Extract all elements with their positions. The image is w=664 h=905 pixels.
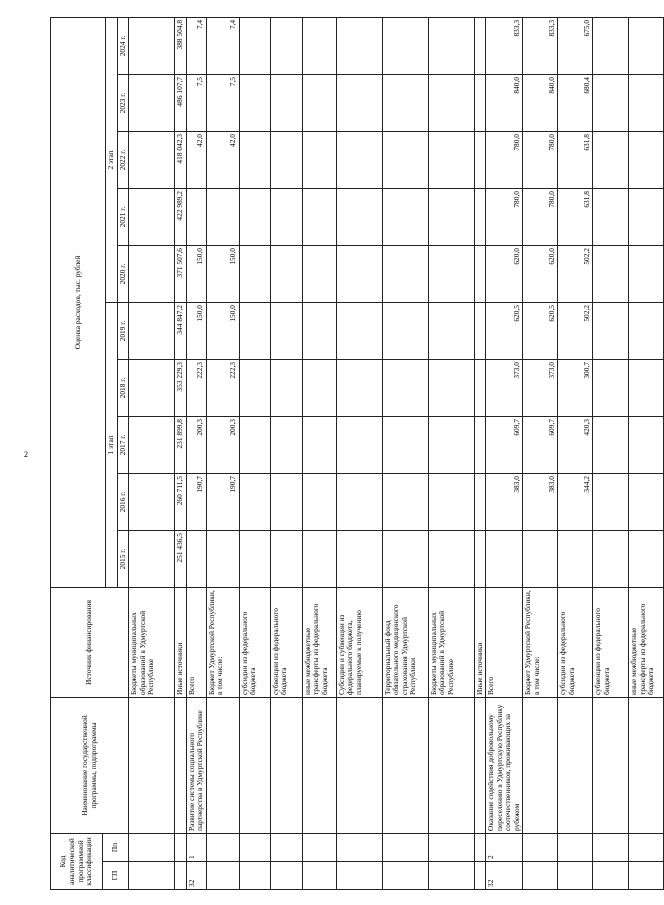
- gp-cell: 32: [486, 862, 523, 890]
- table-row: [206, 17, 239, 889]
- value-cell: [382, 474, 428, 531]
- value-cell: [239, 17, 270, 74]
- value-cell: [239, 531, 270, 588]
- year-header: 2022 г.: [117, 132, 129, 189]
- value-cell: [129, 474, 175, 531]
- page-number: 2: [24, 450, 28, 459]
- value-cell: [206, 531, 239, 588]
- value-cell: [486, 531, 523, 588]
- value-cell: 609,7: [523, 417, 558, 474]
- value-cell: [428, 474, 474, 531]
- value-cell: [428, 360, 474, 417]
- gp-cell: [474, 862, 486, 890]
- value-cell: [270, 189, 302, 246]
- value-cell: [239, 246, 270, 303]
- value-cell: [474, 75, 486, 132]
- value-cell: [270, 246, 302, 303]
- value-cell: [336, 531, 382, 588]
- program-name-cell: [336, 698, 382, 834]
- value-cell: [474, 189, 486, 246]
- value-cell: [270, 303, 302, 360]
- value-cell: [593, 474, 629, 531]
- year-header: 2017 г.: [117, 417, 129, 474]
- program-name-cell: [474, 698, 486, 834]
- funding-source-cell: Бюджет Удмуртской Республики, в том числе:: [523, 588, 558, 698]
- value-cell: 231 899,8: [175, 417, 187, 474]
- value-cell: [474, 474, 486, 531]
- table-rotator: [50, 18, 656, 890]
- funding-source-cell: иные межбюджетные трансферты из федерального бюджета: [302, 588, 336, 698]
- value-cell: 371 507,6: [175, 246, 187, 303]
- value-cell: [593, 132, 629, 189]
- program-name-cell: [175, 698, 187, 834]
- value-cell: 680,4: [558, 75, 593, 132]
- value-cell: [474, 417, 486, 474]
- program-name-cell: Развитие системы социального партнерства в Удмуртской Республике: [186, 698, 206, 834]
- value-cell: [629, 474, 664, 531]
- funding-source-cell: Бюджеты муниципальных образований в Удмуртской Республике: [129, 588, 175, 698]
- funding-source-cell: Субсидии и субвенции из федерального бюджета, планируемые к получению: [336, 588, 382, 698]
- value-cell: [129, 246, 175, 303]
- value-cell: [593, 360, 629, 417]
- value-cell: [382, 246, 428, 303]
- value-cell: [382, 132, 428, 189]
- value-cell: [336, 75, 382, 132]
- value-cell: 260 711,5: [175, 474, 187, 531]
- value-cell: 833,3: [523, 17, 558, 74]
- table-row: [175, 17, 187, 889]
- value-cell: [302, 531, 336, 588]
- value-cell: [629, 132, 664, 189]
- value-cell: [239, 189, 270, 246]
- program-name-cell: [558, 698, 593, 834]
- program-name-cell: [382, 698, 428, 834]
- value-cell: [239, 75, 270, 132]
- table-row: [593, 17, 629, 889]
- value-cell: [239, 417, 270, 474]
- value-cell: 840,0: [523, 75, 558, 132]
- value-cell: [336, 303, 382, 360]
- gp-cell: 32: [186, 862, 206, 890]
- gp-cell: [239, 862, 270, 890]
- value-cell: [239, 360, 270, 417]
- program-name-cell: [629, 698, 664, 834]
- value-cell: 222,3: [186, 360, 206, 417]
- funding-source-cell: Территориальный фонд обязательного медицинского страхования Удмуртской Республики: [382, 588, 428, 698]
- gp-cell: [428, 862, 474, 890]
- year-header: 2016 г.: [117, 474, 129, 531]
- table-row: [523, 17, 558, 889]
- pp-cell: [629, 834, 664, 862]
- table-row: [239, 17, 270, 889]
- value-cell: [270, 132, 302, 189]
- value-cell: 190,7: [206, 474, 239, 531]
- gp-cell: [175, 862, 187, 890]
- pp-cell: [428, 834, 474, 862]
- value-cell: [629, 303, 664, 360]
- value-cell: 150,0: [186, 246, 206, 303]
- value-cell: 150,0: [186, 303, 206, 360]
- table-row: [629, 17, 664, 889]
- value-cell: [336, 132, 382, 189]
- value-cell: 200,3: [186, 417, 206, 474]
- value-cell: [336, 360, 382, 417]
- value-cell: 300,7: [558, 360, 593, 417]
- value-cell: [382, 17, 428, 74]
- value-cell: 388 504,8: [175, 17, 187, 74]
- stage-2-header: 2 этап: [106, 17, 118, 302]
- value-cell: [270, 75, 302, 132]
- value-cell: [474, 531, 486, 588]
- value-cell: 609,7: [486, 417, 523, 474]
- pp-cell: [558, 834, 593, 862]
- value-cell: 502,2: [558, 303, 593, 360]
- value-cell: [206, 189, 239, 246]
- pp-cell: [270, 834, 302, 862]
- value-cell: [302, 17, 336, 74]
- funding-source-cell: Всего: [186, 588, 206, 698]
- value-cell: [428, 132, 474, 189]
- value-cell: [302, 474, 336, 531]
- pp-cell: [523, 834, 558, 862]
- gp-cell: [382, 862, 428, 890]
- pp-cell: [474, 834, 486, 862]
- pp-cell: [239, 834, 270, 862]
- value-cell: [593, 189, 629, 246]
- value-cell: [302, 417, 336, 474]
- value-cell: 631,8: [558, 189, 593, 246]
- funding-source-cell: Всего: [486, 588, 523, 698]
- value-cell: [129, 17, 175, 74]
- table-row: [270, 17, 302, 889]
- value-cell: [129, 360, 175, 417]
- value-cell: 675,0: [558, 17, 593, 74]
- program-name-cell: [206, 698, 239, 834]
- value-cell: [302, 360, 336, 417]
- value-cell: [629, 17, 664, 74]
- value-cell: 42,0: [206, 132, 239, 189]
- value-cell: [629, 360, 664, 417]
- gp-cell: [302, 862, 336, 890]
- program-name-cell: [302, 698, 336, 834]
- value-cell: 150,0: [206, 246, 239, 303]
- program-name-header: Наименование государственной программы, подпрограммы: [51, 698, 129, 834]
- value-cell: [336, 17, 382, 74]
- value-cell: [336, 474, 382, 531]
- pp-header: Пп: [103, 834, 129, 862]
- value-cell: [129, 531, 175, 588]
- value-cell: 383,0: [486, 474, 523, 531]
- value-cell: [382, 417, 428, 474]
- value-cell: 420,3: [558, 417, 593, 474]
- gp-cell: [129, 862, 175, 890]
- value-cell: [428, 75, 474, 132]
- value-cell: [302, 189, 336, 246]
- value-cell: [382, 189, 428, 246]
- rotated-table-container: [50, 18, 656, 890]
- value-cell: [239, 132, 270, 189]
- value-cell: [302, 75, 336, 132]
- table-row: [186, 17, 206, 889]
- value-cell: 150,0: [206, 303, 239, 360]
- value-cell: 422 989,2: [175, 189, 187, 246]
- value-cell: [474, 360, 486, 417]
- table-row: [382, 17, 428, 889]
- value-cell: [474, 246, 486, 303]
- value-cell: 486 107,7: [175, 75, 187, 132]
- value-cell: 7,5: [186, 75, 206, 132]
- value-cell: [336, 246, 382, 303]
- value-cell: 222,3: [206, 360, 239, 417]
- value-cell: [302, 132, 336, 189]
- funding-source-cell: иные межбюджетные трансферты из федерального бюджета: [629, 588, 664, 698]
- value-cell: 200,3: [206, 417, 239, 474]
- value-cell: [474, 17, 486, 74]
- value-cell: [428, 417, 474, 474]
- value-cell: [593, 17, 629, 74]
- funding-source-cell: Иные источники: [474, 588, 486, 698]
- value-cell: [428, 531, 474, 588]
- value-cell: [129, 189, 175, 246]
- value-cell: 7,4: [186, 17, 206, 74]
- value-cell: 344,2: [558, 474, 593, 531]
- pp-cell: [382, 834, 428, 862]
- value-cell: [302, 303, 336, 360]
- value-cell: [186, 189, 206, 246]
- value-cell: 7,4: [206, 17, 239, 74]
- pp-cell: [302, 834, 336, 862]
- value-cell: 42,0: [186, 132, 206, 189]
- value-cell: 190,7: [186, 474, 206, 531]
- gp-cell: [206, 862, 239, 890]
- value-cell: [428, 17, 474, 74]
- value-cell: 780,0: [523, 132, 558, 189]
- value-cell: [129, 75, 175, 132]
- value-cell: [382, 75, 428, 132]
- value-cell: 780,0: [486, 189, 523, 246]
- value-cell: [629, 246, 664, 303]
- pp-cell: [206, 834, 239, 862]
- table-row: [558, 17, 593, 889]
- year-header: 2023 г.: [117, 75, 129, 132]
- table-row: [486, 17, 523, 889]
- value-cell: [474, 303, 486, 360]
- value-cell: [558, 531, 593, 588]
- value-cell: [593, 303, 629, 360]
- value-cell: 418 042,3: [175, 132, 187, 189]
- value-cell: [474, 132, 486, 189]
- year-header: 2020 г.: [117, 246, 129, 303]
- value-cell: [629, 189, 664, 246]
- gp-cell: [270, 862, 302, 890]
- value-cell: 502,2: [558, 246, 593, 303]
- value-cell: [129, 417, 175, 474]
- program-name-cell: [129, 698, 175, 834]
- gp-header: ГП: [103, 862, 129, 890]
- value-cell: [523, 531, 558, 588]
- value-cell: [593, 417, 629, 474]
- value-cell: 344 847,2: [175, 303, 187, 360]
- value-cell: 7,5: [206, 75, 239, 132]
- estimate-header: Оценка расходов, тыс. рублей: [51, 17, 106, 587]
- value-cell: [629, 531, 664, 588]
- value-cell: [129, 132, 175, 189]
- value-cell: [629, 417, 664, 474]
- value-cell: 353 229,3: [175, 360, 187, 417]
- funding-source-cell: Иные источники: [175, 588, 187, 698]
- value-cell: 631,8: [558, 132, 593, 189]
- value-cell: [186, 531, 206, 588]
- pp-cell: 1: [186, 834, 206, 862]
- value-cell: [428, 189, 474, 246]
- table-row: [428, 17, 474, 889]
- value-cell: 620,5: [523, 303, 558, 360]
- pp-cell: [593, 834, 629, 862]
- value-cell: [382, 531, 428, 588]
- table-row: [302, 17, 336, 889]
- pp-cell: 2: [486, 834, 523, 862]
- value-cell: 383,0: [523, 474, 558, 531]
- value-cell: [129, 303, 175, 360]
- pp-cell: [175, 834, 187, 862]
- gp-cell: [336, 862, 382, 890]
- value-cell: [428, 303, 474, 360]
- table-row: [129, 17, 175, 889]
- value-cell: [270, 531, 302, 588]
- expenditure-table: [50, 17, 664, 890]
- gp-cell: [593, 862, 629, 890]
- gp-cell: [629, 862, 664, 890]
- value-cell: 780,0: [486, 132, 523, 189]
- value-cell: [270, 417, 302, 474]
- value-cell: [239, 303, 270, 360]
- value-cell: 251 436,5: [175, 531, 187, 588]
- pp-cell: [129, 834, 175, 862]
- value-cell: [382, 360, 428, 417]
- funding-source-cell: субвенции из федерального бюджета: [593, 588, 629, 698]
- program-name-cell: Оказание содействия добровольному переселению в Удмуртскую Республику соотечественников, проживающих за рубежом: [486, 698, 523, 834]
- value-cell: [270, 474, 302, 531]
- value-cell: [336, 417, 382, 474]
- value-cell: [270, 17, 302, 74]
- value-cell: 373,0: [523, 360, 558, 417]
- year-header: 2021 г.: [117, 189, 129, 246]
- value-cell: [270, 360, 302, 417]
- year-header: 2015 г.: [117, 531, 129, 588]
- value-cell: [593, 246, 629, 303]
- program-name-cell: [270, 698, 302, 834]
- value-cell: 620,5: [486, 303, 523, 360]
- program-name-cell: [593, 698, 629, 834]
- funding-source-cell: субвенции из федерального бюджета: [270, 588, 302, 698]
- value-cell: [428, 246, 474, 303]
- value-cell: [629, 75, 664, 132]
- table-row: [474, 17, 486, 889]
- value-cell: 780,0: [523, 189, 558, 246]
- year-header: 2018 г.: [117, 360, 129, 417]
- value-cell: 840,0: [486, 75, 523, 132]
- value-cell: 620,0: [523, 246, 558, 303]
- funding-source-cell: субсидии из федерального бюджета: [558, 588, 593, 698]
- value-cell: 620,0: [486, 246, 523, 303]
- table-row: [336, 17, 382, 889]
- code-group-header: Код аналитической программной классификации: [51, 834, 103, 890]
- year-header: 2024 г.: [117, 17, 129, 74]
- value-cell: [336, 189, 382, 246]
- gp-cell: [523, 862, 558, 890]
- funding-source-cell: Бюджет Удмуртской Республики, в том числе:: [206, 588, 239, 698]
- value-cell: [239, 474, 270, 531]
- year-header: 2019 г.: [117, 303, 129, 360]
- value-cell: 833,3: [486, 17, 523, 74]
- funding-source-cell: субсидии из федерального бюджета: [239, 588, 270, 698]
- program-name-cell: [428, 698, 474, 834]
- funding-source-cell: Бюджеты муниципальных образований в Удмуртской Республике: [428, 588, 474, 698]
- funding-source-header: Источник финансирования: [51, 588, 129, 698]
- value-cell: [593, 75, 629, 132]
- value-cell: [302, 246, 336, 303]
- value-cell: [382, 303, 428, 360]
- pp-cell: [336, 834, 382, 862]
- value-cell: 373,0: [486, 360, 523, 417]
- value-cell: [593, 531, 629, 588]
- gp-cell: [558, 862, 593, 890]
- program-name-cell: [239, 698, 270, 834]
- stage-1-header: 1 этап: [106, 303, 118, 588]
- program-name-cell: [523, 698, 558, 834]
